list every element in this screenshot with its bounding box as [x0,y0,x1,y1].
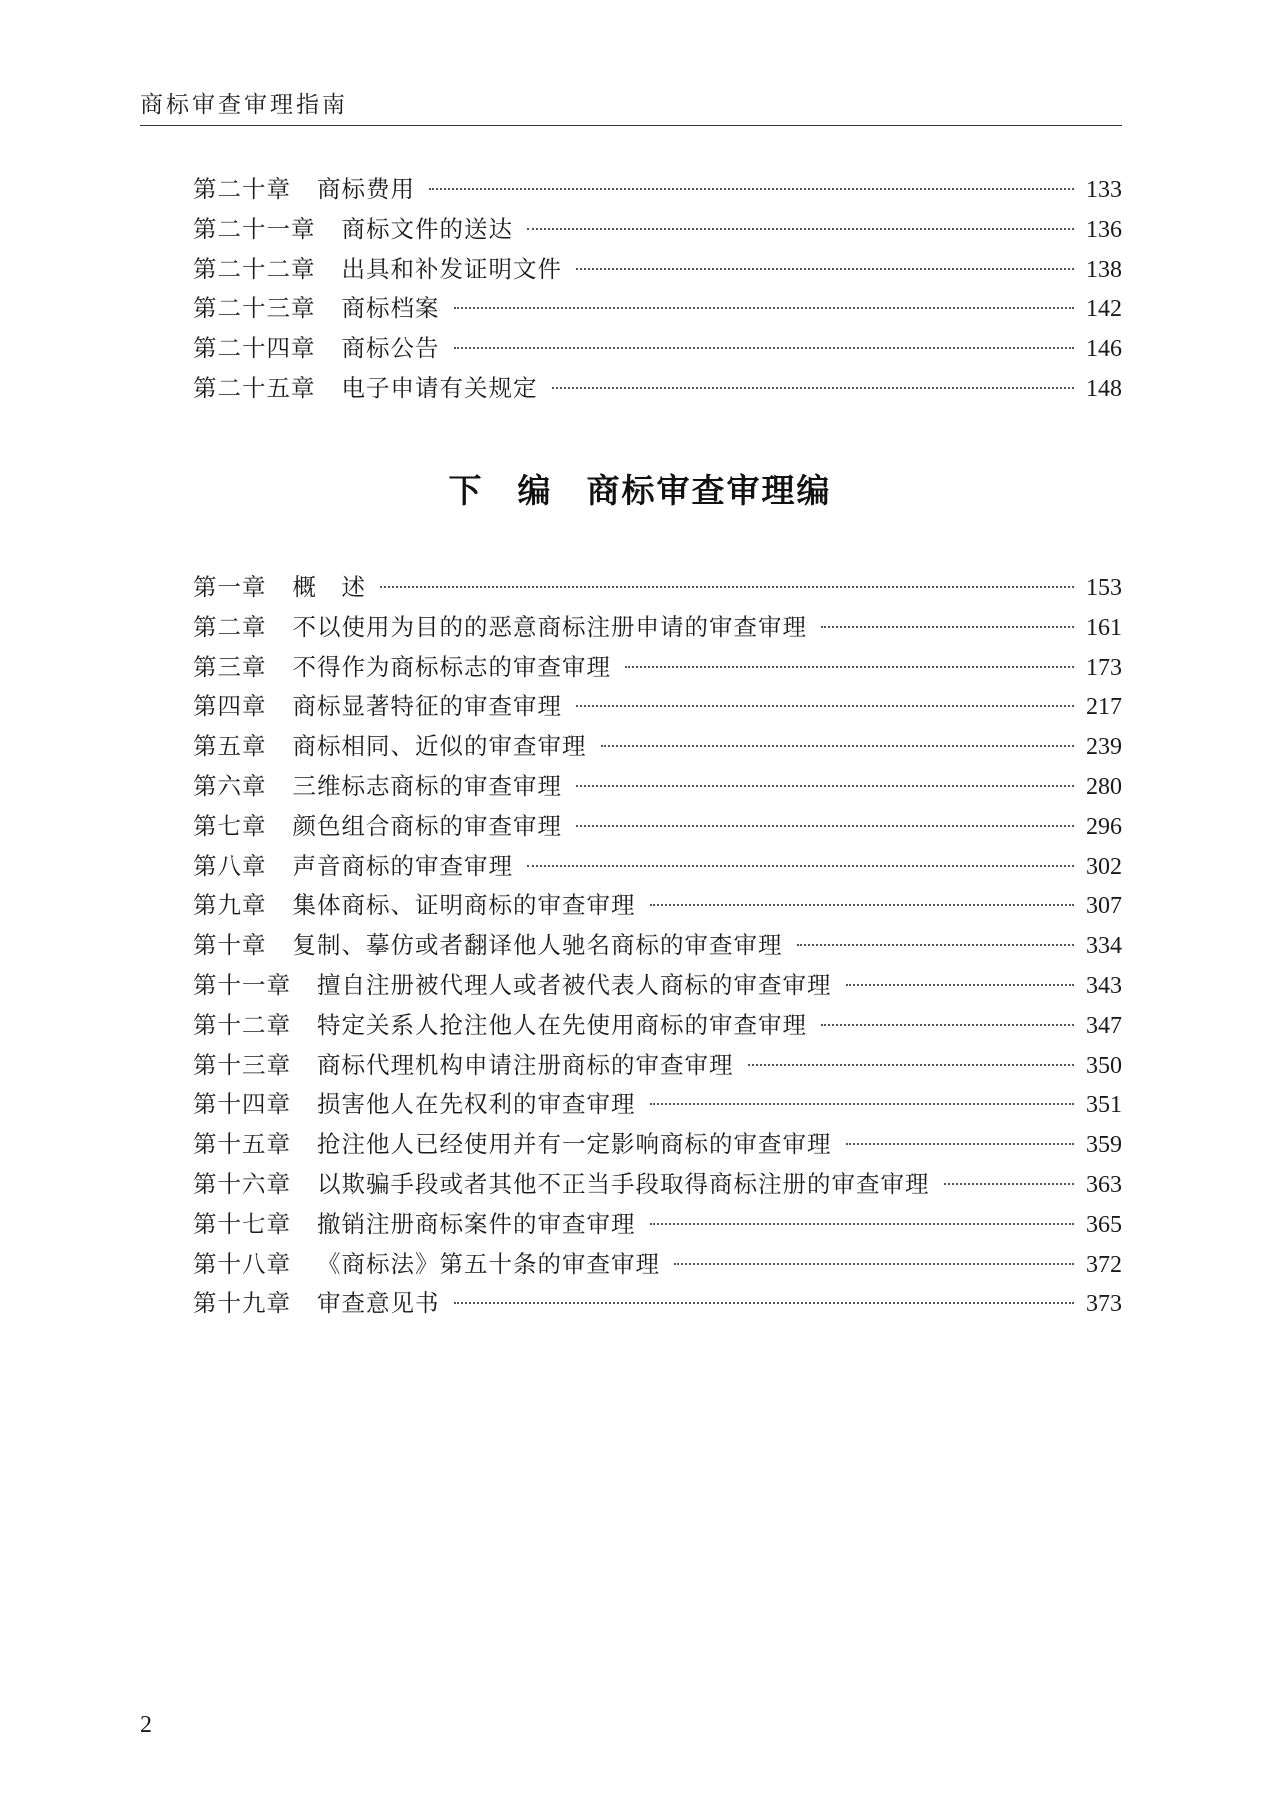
toc-dot-leader [576,825,1074,827]
toc-entry[interactable] [193,250,1122,290]
toc-dot-leader [821,626,1074,628]
toc-dot-leader [576,705,1074,707]
toc-entry[interactable] [193,329,1122,369]
toc-page-number: 307 [1086,893,1122,920]
toc-page-number: 133 [1086,177,1122,203]
toc-entry[interactable] [193,1165,1122,1205]
toc-chapter-title: 出具和补发证明文件 [341,254,562,283]
toc-page-number: 136 [1086,216,1122,243]
toc-page-number: 217 [1086,694,1122,721]
toc-page-number: 373 [1086,1291,1122,1318]
toc-dot-leader [527,228,1074,230]
toc-entry[interactable] [193,807,1122,847]
toc-dot-leader [601,745,1075,747]
toc-chapter-title: 概 述 [292,573,366,601]
toc-lower-section [193,568,1122,1324]
part-heading [0,465,1280,512]
toc-dot-leader [454,1302,1075,1304]
toc-entry[interactable] [193,966,1122,1006]
toc-page-number: 351 [1086,1092,1122,1119]
toc-entry[interactable] [193,289,1122,329]
toc-chapter-number: 第一章 [193,573,267,601]
toc-chapter-number: 第二十章 [193,175,291,203]
toc-entry[interactable] [193,886,1122,926]
toc-page-number: 350 [1086,1052,1122,1079]
toc-dot-leader [454,307,1075,309]
toc-upper-section [193,170,1122,409]
toc-dot-leader [944,1183,1075,1185]
toc-entry[interactable] [193,1284,1122,1324]
toc-chapter-title: 三维标志商标的审查审理 [292,771,562,800]
toc-dot-leader [650,1223,1075,1225]
toc-chapter-number: 第二十一章 [193,214,316,243]
toc-entry[interactable] [193,608,1122,648]
toc-chapter-number: 第六章 [193,771,267,800]
toc-chapter-number: 第二十二章 [193,254,316,283]
toc-dot-leader [625,666,1074,668]
toc-page-number: 161 [1086,614,1122,641]
toc-chapter-number: 第二章 [193,612,267,641]
toc-chapter-number: 第十七章 [193,1209,291,1238]
toc-chapter-title: 撤销注册商标案件的审查审理 [317,1209,636,1238]
toc-chapter-number: 第十八章 [193,1249,291,1278]
toc-dot-leader [527,865,1074,867]
toc-dot-leader [429,188,1074,190]
toc-chapter-title: 颜色组合商标的审查审理 [292,811,562,840]
toc-page-number: 334 [1086,933,1122,960]
toc-dot-leader [576,268,1074,270]
part-label-a: 下 [448,471,484,510]
page-number: 2 [140,1712,152,1738]
toc-dot-leader [674,1263,1074,1265]
toc-page-number: 138 [1086,256,1122,283]
toc-chapter-number: 第九章 [193,891,267,920]
toc-entry[interactable] [193,727,1122,767]
toc-chapter-title: 不以使用为目的的恶意商标注册申请的审查审理 [292,612,807,641]
toc-entry[interactable] [193,1046,1122,1086]
toc-chapter-number: 第四章 [193,692,267,721]
toc-page-number: 302 [1086,853,1122,880]
toc-chapter-number: 第十一章 [193,970,291,999]
toc-entry[interactable] [193,926,1122,966]
toc-chapter-number: 第三章 [193,652,267,681]
toc-chapter-number: 第二十三章 [193,294,316,323]
toc-page-number: 347 [1086,1012,1122,1039]
toc-chapter-number: 第二十五章 [193,373,316,402]
toc-chapter-number: 第十四章 [193,1090,291,1119]
toc-chapter-title: 商标相同、近似的审查审理 [292,732,587,761]
toc-chapter-number: 第五章 [193,732,267,761]
toc-entry[interactable] [193,568,1122,608]
toc-chapter-title: 擅自注册被代理人或者被代表人商标的审查审理 [317,970,832,999]
toc-chapter-title: 损害他人在先权利的审查审理 [317,1090,636,1119]
header-divider [140,125,1122,126]
toc-page-number: 359 [1086,1132,1122,1159]
toc-dot-leader [650,1103,1075,1105]
toc-dot-leader [821,1024,1074,1026]
toc-chapter-number: 第十二章 [193,1010,291,1039]
part-title: 商标审查审理编 [586,471,832,510]
toc-chapter-title: 集体商标、证明商标的审查审理 [292,891,636,920]
toc-chapter-title: 商标代理机构申请注册商标的审查审理 [317,1050,734,1079]
toc-chapter-title: 特定关系人抢注他人在先使用商标的审查审理 [317,1010,807,1039]
part-label-b: 编 [517,471,553,510]
toc-chapter-number: 第十章 [193,931,267,960]
toc-entry[interactable] [193,767,1122,807]
toc-chapter-title: 复制、摹仿或者翻译他人驰名商标的审查审理 [292,931,783,960]
toc-entry[interactable] [193,1006,1122,1046]
toc-entry[interactable] [193,1085,1122,1125]
toc-entry[interactable] [193,170,1122,210]
toc-chapter-title: 商标档案 [341,294,440,323]
toc-chapter-number: 第二十四章 [193,334,316,363]
toc-page-number: 365 [1086,1211,1122,1238]
toc-chapter-title: 不得作为商标标志的审查审理 [292,652,611,681]
toc-dot-leader [846,1143,1075,1145]
toc-chapter-title: 以欺骗手段或者其他不正当手段取得商标注册的审查审理 [317,1169,930,1198]
toc-page-number: 146 [1086,336,1122,363]
toc-chapter-title: 商标公告 [341,334,440,363]
toc-chapter-number: 第七章 [193,811,267,840]
toc-page-number: 280 [1086,773,1122,800]
toc-entry[interactable] [193,369,1122,409]
toc-chapter-title: 商标显著特征的审查审理 [292,692,562,721]
toc-chapter-number: 第十五章 [193,1130,291,1159]
toc-chapter-number: 第十三章 [193,1050,291,1079]
toc-page-number: 296 [1086,813,1122,840]
toc-entry[interactable] [193,1125,1122,1165]
toc-chapter-title: 电子申请有关规定 [341,373,538,402]
toc-chapter-title: 商标文件的送达 [341,214,513,243]
toc-dot-leader [797,944,1075,946]
toc-dot-leader [454,347,1075,349]
toc-dot-leader [846,984,1075,986]
toc-chapter-number: 第八章 [193,851,267,880]
toc-entry[interactable] [193,210,1122,250]
toc-chapter-number: 第十六章 [193,1169,291,1198]
toc-chapter-title: 《商标法》第五十条的审查审理 [317,1249,660,1278]
toc-entry[interactable] [193,648,1122,688]
toc-page-number: 153 [1086,575,1122,601]
toc-dot-leader [380,586,1074,588]
toc-entry[interactable] [193,687,1122,727]
toc-page-number: 173 [1086,654,1122,681]
toc-entry[interactable] [193,1245,1122,1285]
toc-entry[interactable] [193,847,1122,887]
toc-chapter-title: 抢注他人已经使用并有一定影响商标的审查审理 [317,1130,832,1159]
toc-dot-leader [552,387,1075,389]
toc-dot-leader [576,785,1074,787]
toc-page-number: 363 [1086,1171,1122,1198]
toc-page-number: 239 [1086,734,1122,761]
toc-chapter-title: 声音商标的审查审理 [292,851,513,880]
toc-chapter-title: 商标费用 [317,175,415,203]
toc-page-number: 372 [1086,1251,1122,1278]
toc-dot-leader [748,1064,1075,1066]
toc-page-number: 148 [1086,375,1122,402]
toc-chapter-number: 第十九章 [193,1289,291,1318]
toc-entry[interactable] [193,1205,1122,1245]
toc-dot-leader [650,904,1075,906]
toc-page-number: 343 [1086,972,1122,999]
toc-chapter-title: 审查意见书 [317,1289,440,1318]
toc-page-number: 142 [1086,296,1122,323]
running-header: 商标审查审理指南 [140,92,348,118]
